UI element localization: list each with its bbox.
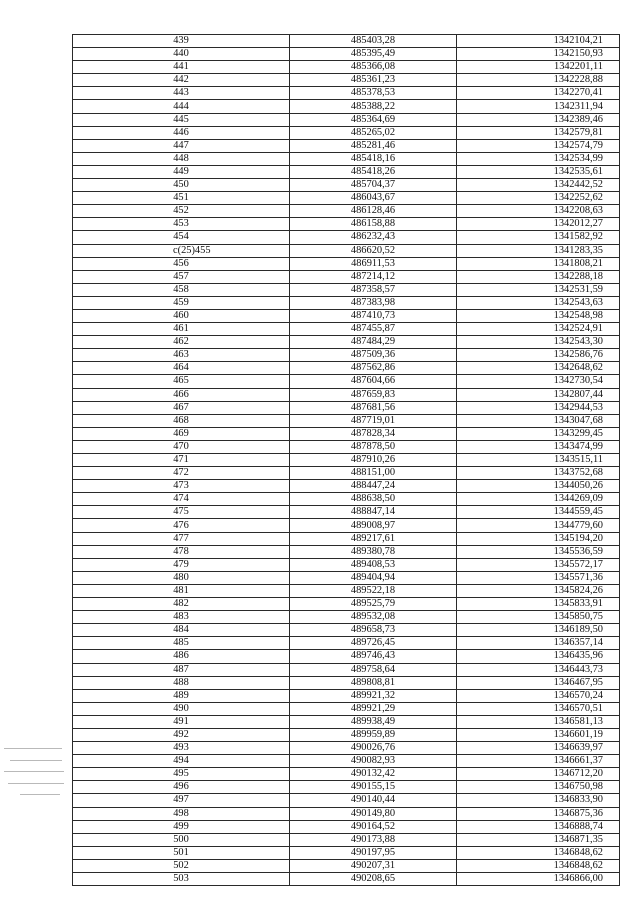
- y-coordinate-cell: 1342228,88: [457, 74, 620, 87]
- x-coordinate-cell: 490026,76: [290, 742, 457, 755]
- y-coordinate-cell: 1342201,11: [457, 61, 620, 74]
- table-row: [73, 414, 620, 427]
- point-number-cell: 496: [73, 781, 290, 794]
- y-coordinate-cell: 1346601,19: [457, 728, 620, 741]
- x-coordinate-cell: 489408,53: [290, 558, 457, 571]
- x-coordinate-cell: 489532,08: [290, 611, 457, 624]
- x-coordinate-cell: 485366,08: [290, 61, 457, 74]
- y-coordinate-cell: 1346888,74: [457, 820, 620, 833]
- x-coordinate-cell: 486620,52: [290, 244, 457, 257]
- x-coordinate-cell: 485364,69: [290, 113, 457, 126]
- point-number-cell: 478: [73, 545, 290, 558]
- point-number-cell: 500: [73, 833, 290, 846]
- y-coordinate-cell: 1346435,96: [457, 650, 620, 663]
- table-row: [73, 427, 620, 440]
- x-coordinate-cell: 489217,61: [290, 532, 457, 545]
- y-coordinate-cell: 1341808,21: [457, 257, 620, 270]
- y-coordinate-cell: 1345536,59: [457, 545, 620, 558]
- x-coordinate-cell: 489658,73: [290, 624, 457, 637]
- point-number-cell: 447: [73, 139, 290, 152]
- x-coordinate-cell: 485265,02: [290, 126, 457, 139]
- table-row: [73, 192, 620, 205]
- y-coordinate-cell: 1346875,36: [457, 807, 620, 820]
- point-number-cell: 467: [73, 401, 290, 414]
- y-coordinate-cell: 1345194,20: [457, 532, 620, 545]
- x-coordinate-cell: 488847,14: [290, 506, 457, 519]
- y-coordinate-cell: 1344559,45: [457, 506, 620, 519]
- point-number-cell: 465: [73, 375, 290, 388]
- y-coordinate-cell: 1342012,27: [457, 218, 620, 231]
- point-number-cell: 488: [73, 676, 290, 689]
- x-coordinate-cell: 489746,43: [290, 650, 457, 663]
- table-row: [73, 558, 620, 571]
- y-coordinate-cell: 1345824,26: [457, 584, 620, 597]
- x-coordinate-cell: 488638,50: [290, 493, 457, 506]
- point-number-cell: 452: [73, 205, 290, 218]
- y-coordinate-cell: 1346661,37: [457, 755, 620, 768]
- table-row: [73, 493, 620, 506]
- table-row: [73, 611, 620, 624]
- table-row: [73, 676, 620, 689]
- point-number-cell: 487: [73, 663, 290, 676]
- x-coordinate-cell: 485418,26: [290, 165, 457, 178]
- table-row: [73, 323, 620, 336]
- x-coordinate-cell: 489959,89: [290, 728, 457, 741]
- y-coordinate-cell: 1342543,30: [457, 336, 620, 349]
- x-coordinate-cell: 487828,34: [290, 427, 457, 440]
- table-row: [73, 689, 620, 702]
- y-coordinate-cell: 1343299,45: [457, 427, 620, 440]
- table-row: [73, 794, 620, 807]
- table-row: [73, 480, 620, 493]
- point-number-cell: 484: [73, 624, 290, 637]
- y-coordinate-cell: 1346848,62: [457, 859, 620, 872]
- x-coordinate-cell: 486043,67: [290, 192, 457, 205]
- x-coordinate-cell: 487484,29: [290, 336, 457, 349]
- table-row: [73, 205, 620, 218]
- point-number-cell: 450: [73, 179, 290, 192]
- y-coordinate-cell: 1342270,41: [457, 87, 620, 100]
- table-row: [73, 179, 620, 192]
- x-coordinate-cell: 485378,53: [290, 87, 457, 100]
- point-number-cell: 472: [73, 467, 290, 480]
- y-coordinate-cell: 1344050,26: [457, 480, 620, 493]
- x-coordinate-cell: 487509,36: [290, 349, 457, 362]
- point-number-cell: 456: [73, 257, 290, 270]
- x-coordinate-cell: 487455,87: [290, 323, 457, 336]
- table-row: [73, 440, 620, 453]
- y-coordinate-cell: 1342944,53: [457, 401, 620, 414]
- x-coordinate-cell: 485403,28: [290, 35, 457, 48]
- table-row: [73, 87, 620, 100]
- x-coordinate-cell: 489938,49: [290, 715, 457, 728]
- x-coordinate-cell: 489808,81: [290, 676, 457, 689]
- point-number-cell: 503: [73, 873, 290, 886]
- point-number-cell: 449: [73, 165, 290, 178]
- table-row: [73, 846, 620, 859]
- point-number-cell: 444: [73, 100, 290, 113]
- point-number-cell: 501: [73, 846, 290, 859]
- y-coordinate-cell: 1346848,62: [457, 846, 620, 859]
- x-coordinate-cell: 490149,80: [290, 807, 457, 820]
- x-coordinate-cell: 490197,95: [290, 846, 457, 859]
- y-coordinate-cell: 1346570,51: [457, 702, 620, 715]
- y-coordinate-cell: 1345850,75: [457, 611, 620, 624]
- table-row: [73, 859, 620, 872]
- point-number-cell: 475: [73, 506, 290, 519]
- x-coordinate-cell: 486158,88: [290, 218, 457, 231]
- table-row: [73, 35, 620, 48]
- point-number-cell: 470: [73, 440, 290, 453]
- x-coordinate-cell: 490208,65: [290, 873, 457, 886]
- point-number-cell: 441: [73, 61, 290, 74]
- table-row: [73, 231, 620, 244]
- scan-smudge: [8, 783, 64, 784]
- x-coordinate-cell: 487659,83: [290, 388, 457, 401]
- table-row: [73, 624, 620, 637]
- point-number-cell: c(25)455: [73, 244, 290, 257]
- table-row: [73, 781, 620, 794]
- point-number-cell: 492: [73, 728, 290, 741]
- table-row: [73, 598, 620, 611]
- scan-smudge: [4, 748, 62, 749]
- point-number-cell: 473: [73, 480, 290, 493]
- point-number-cell: 498: [73, 807, 290, 820]
- y-coordinate-cell: 1342150,93: [457, 48, 620, 61]
- table-row: [73, 270, 620, 283]
- point-number-cell: 469: [73, 427, 290, 440]
- y-coordinate-cell: 1344779,60: [457, 519, 620, 532]
- point-number-cell: 471: [73, 454, 290, 467]
- table-row: [73, 165, 620, 178]
- point-number-cell: 489: [73, 689, 290, 702]
- x-coordinate-cell: 489921,29: [290, 702, 457, 715]
- scan-smudge: [4, 771, 64, 772]
- x-coordinate-cell: 487878,50: [290, 440, 457, 453]
- x-coordinate-cell: 489726,45: [290, 637, 457, 650]
- point-number-cell: 486: [73, 650, 290, 663]
- table-row: [73, 532, 620, 545]
- table-row: [73, 873, 620, 886]
- table-row: [73, 650, 620, 663]
- y-coordinate-cell: 1342807,44: [457, 388, 620, 401]
- scan-smudge: [20, 794, 60, 795]
- y-coordinate-cell: 1342389,46: [457, 113, 620, 126]
- point-number-cell: 442: [73, 74, 290, 87]
- table-row: [73, 218, 620, 231]
- point-number-cell: 485: [73, 637, 290, 650]
- y-coordinate-cell: 1342104,21: [457, 35, 620, 48]
- point-number-cell: 466: [73, 388, 290, 401]
- point-number-cell: 494: [73, 755, 290, 768]
- point-number-cell: 502: [73, 859, 290, 872]
- y-coordinate-cell: 1343515,11: [457, 454, 620, 467]
- x-coordinate-cell: 485395,49: [290, 48, 457, 61]
- table-row: [73, 755, 620, 768]
- y-coordinate-cell: 1342543,63: [457, 296, 620, 309]
- point-number-cell: 479: [73, 558, 290, 571]
- table-row: [73, 126, 620, 139]
- table-row: [73, 349, 620, 362]
- point-number-cell: 495: [73, 768, 290, 781]
- table-row: [73, 388, 620, 401]
- table-row: [73, 833, 620, 846]
- table-row: [73, 663, 620, 676]
- point-number-cell: 491: [73, 715, 290, 728]
- point-number-cell: 481: [73, 584, 290, 597]
- x-coordinate-cell: 485704,37: [290, 179, 457, 192]
- table-row: [73, 244, 620, 257]
- x-coordinate-cell: 487383,98: [290, 296, 457, 309]
- y-coordinate-cell: 1343047,68: [457, 414, 620, 427]
- table-row: [73, 820, 620, 833]
- table-row: [73, 742, 620, 755]
- table-row: [73, 139, 620, 152]
- point-number-cell: 497: [73, 794, 290, 807]
- table-row: [73, 807, 620, 820]
- x-coordinate-cell: 490155,15: [290, 781, 457, 794]
- y-coordinate-cell: 1342730,54: [457, 375, 620, 388]
- point-number-cell: 490: [73, 702, 290, 715]
- table-row: [73, 309, 620, 322]
- point-number-cell: 445: [73, 113, 290, 126]
- x-coordinate-cell: 487604,66: [290, 375, 457, 388]
- y-coordinate-cell: 1342586,76: [457, 349, 620, 362]
- table-row: [73, 152, 620, 165]
- x-coordinate-cell: 486128,46: [290, 205, 457, 218]
- x-coordinate-cell: 490164,52: [290, 820, 457, 833]
- x-coordinate-cell: 485388,22: [290, 100, 457, 113]
- point-number-cell: 499: [73, 820, 290, 833]
- table-row: [73, 506, 620, 519]
- table-row: [73, 401, 620, 414]
- x-coordinate-cell: 489921,32: [290, 689, 457, 702]
- table-row: [73, 296, 620, 309]
- point-number-cell: 457: [73, 270, 290, 283]
- point-number-cell: 468: [73, 414, 290, 427]
- y-coordinate-cell: 1342548,98: [457, 309, 620, 322]
- x-coordinate-cell: 487681,56: [290, 401, 457, 414]
- table-row: [73, 702, 620, 715]
- table-row: [73, 715, 620, 728]
- point-number-cell: 493: [73, 742, 290, 755]
- table-row: [73, 336, 620, 349]
- y-coordinate-cell: 1342524,91: [457, 323, 620, 336]
- x-coordinate-cell: 490173,88: [290, 833, 457, 846]
- point-number-cell: 462: [73, 336, 290, 349]
- y-coordinate-cell: 1346639,97: [457, 742, 620, 755]
- y-coordinate-cell: 1346833,90: [457, 794, 620, 807]
- x-coordinate-cell: 490207,31: [290, 859, 457, 872]
- y-coordinate-cell: 1341283,35: [457, 244, 620, 257]
- y-coordinate-cell: 1342579,81: [457, 126, 620, 139]
- point-number-cell: 461: [73, 323, 290, 336]
- table-row: [73, 637, 620, 650]
- y-coordinate-cell: 1346750,98: [457, 781, 620, 794]
- point-number-cell: 454: [73, 231, 290, 244]
- coordinates-table-body: [73, 35, 620, 886]
- point-number-cell: 463: [73, 349, 290, 362]
- point-number-cell: 464: [73, 362, 290, 375]
- point-number-cell: 439: [73, 35, 290, 48]
- y-coordinate-cell: 1341582,92: [457, 231, 620, 244]
- x-coordinate-cell: 487410,73: [290, 309, 457, 322]
- y-coordinate-cell: 1346467,95: [457, 676, 620, 689]
- table-row: [73, 283, 620, 296]
- point-number-cell: 483: [73, 611, 290, 624]
- table-row: [73, 100, 620, 113]
- y-coordinate-cell: 1346570,24: [457, 689, 620, 702]
- x-coordinate-cell: 489758,64: [290, 663, 457, 676]
- point-number-cell: 451: [73, 192, 290, 205]
- y-coordinate-cell: 1346866,00: [457, 873, 620, 886]
- y-coordinate-cell: 1342574,79: [457, 139, 620, 152]
- y-coordinate-cell: 1342208,63: [457, 205, 620, 218]
- x-coordinate-cell: 487719,01: [290, 414, 457, 427]
- y-coordinate-cell: 1346581,13: [457, 715, 620, 728]
- table-row: [73, 375, 620, 388]
- y-coordinate-cell: 1342288,18: [457, 270, 620, 283]
- point-number-cell: 482: [73, 598, 290, 611]
- scan-smudge: [10, 760, 62, 761]
- x-coordinate-cell: 489380,78: [290, 545, 457, 558]
- table-row: [73, 48, 620, 61]
- x-coordinate-cell: 489404,94: [290, 571, 457, 584]
- y-coordinate-cell: 1346443,73: [457, 663, 620, 676]
- y-coordinate-cell: 1346189,50: [457, 624, 620, 637]
- y-coordinate-cell: 1342535,61: [457, 165, 620, 178]
- x-coordinate-cell: 489008,97: [290, 519, 457, 532]
- table-row: [73, 362, 620, 375]
- x-coordinate-cell: 488151,00: [290, 467, 457, 480]
- x-coordinate-cell: 489522,18: [290, 584, 457, 597]
- x-coordinate-cell: 485361,23: [290, 74, 457, 87]
- coordinates-table: [72, 34, 620, 886]
- table-row: [73, 728, 620, 741]
- x-coordinate-cell: 485281,46: [290, 139, 457, 152]
- x-coordinate-cell: 487562,86: [290, 362, 457, 375]
- y-coordinate-cell: 1346357,14: [457, 637, 620, 650]
- x-coordinate-cell: 487358,57: [290, 283, 457, 296]
- table-row: [73, 768, 620, 781]
- y-coordinate-cell: 1346712,20: [457, 768, 620, 781]
- table-row: [73, 113, 620, 126]
- y-coordinate-cell: 1343474,99: [457, 440, 620, 453]
- y-coordinate-cell: 1342531,59: [457, 283, 620, 296]
- table-row: [73, 61, 620, 74]
- x-coordinate-cell: 490082,93: [290, 755, 457, 768]
- point-number-cell: 459: [73, 296, 290, 309]
- y-coordinate-cell: 1342252,62: [457, 192, 620, 205]
- table-row: [73, 571, 620, 584]
- table-row: [73, 454, 620, 467]
- y-coordinate-cell: 1345572,17: [457, 558, 620, 571]
- point-number-cell: 476: [73, 519, 290, 532]
- table-row: [73, 74, 620, 87]
- point-number-cell: 443: [73, 87, 290, 100]
- point-number-cell: 477: [73, 532, 290, 545]
- point-number-cell: 448: [73, 152, 290, 165]
- x-coordinate-cell: 487214,12: [290, 270, 457, 283]
- table-row: [73, 545, 620, 558]
- y-coordinate-cell: 1345571,36: [457, 571, 620, 584]
- y-coordinate-cell: 1343752,68: [457, 467, 620, 480]
- table-row: [73, 467, 620, 480]
- point-number-cell: 440: [73, 48, 290, 61]
- point-number-cell: 458: [73, 283, 290, 296]
- x-coordinate-cell: 485418,16: [290, 152, 457, 165]
- y-coordinate-cell: 1342648,62: [457, 362, 620, 375]
- x-coordinate-cell: 486232,43: [290, 231, 457, 244]
- point-number-cell: 460: [73, 309, 290, 322]
- y-coordinate-cell: 1345833,91: [457, 598, 620, 611]
- x-coordinate-cell: 489525,79: [290, 598, 457, 611]
- y-coordinate-cell: 1344269,09: [457, 493, 620, 506]
- point-number-cell: 446: [73, 126, 290, 139]
- y-coordinate-cell: 1346871,35: [457, 833, 620, 846]
- point-number-cell: 474: [73, 493, 290, 506]
- y-coordinate-cell: 1342442,52: [457, 179, 620, 192]
- point-number-cell: 480: [73, 571, 290, 584]
- y-coordinate-cell: 1342534,99: [457, 152, 620, 165]
- point-number-cell: 453: [73, 218, 290, 231]
- table-row: [73, 257, 620, 270]
- table-row: [73, 584, 620, 597]
- x-coordinate-cell: 490140,44: [290, 794, 457, 807]
- x-coordinate-cell: 488447,24: [290, 480, 457, 493]
- table-row: [73, 519, 620, 532]
- x-coordinate-cell: 486911,53: [290, 257, 457, 270]
- x-coordinate-cell: 490132,42: [290, 768, 457, 781]
- y-coordinate-cell: 1342311,94: [457, 100, 620, 113]
- x-coordinate-cell: 487910,26: [290, 454, 457, 467]
